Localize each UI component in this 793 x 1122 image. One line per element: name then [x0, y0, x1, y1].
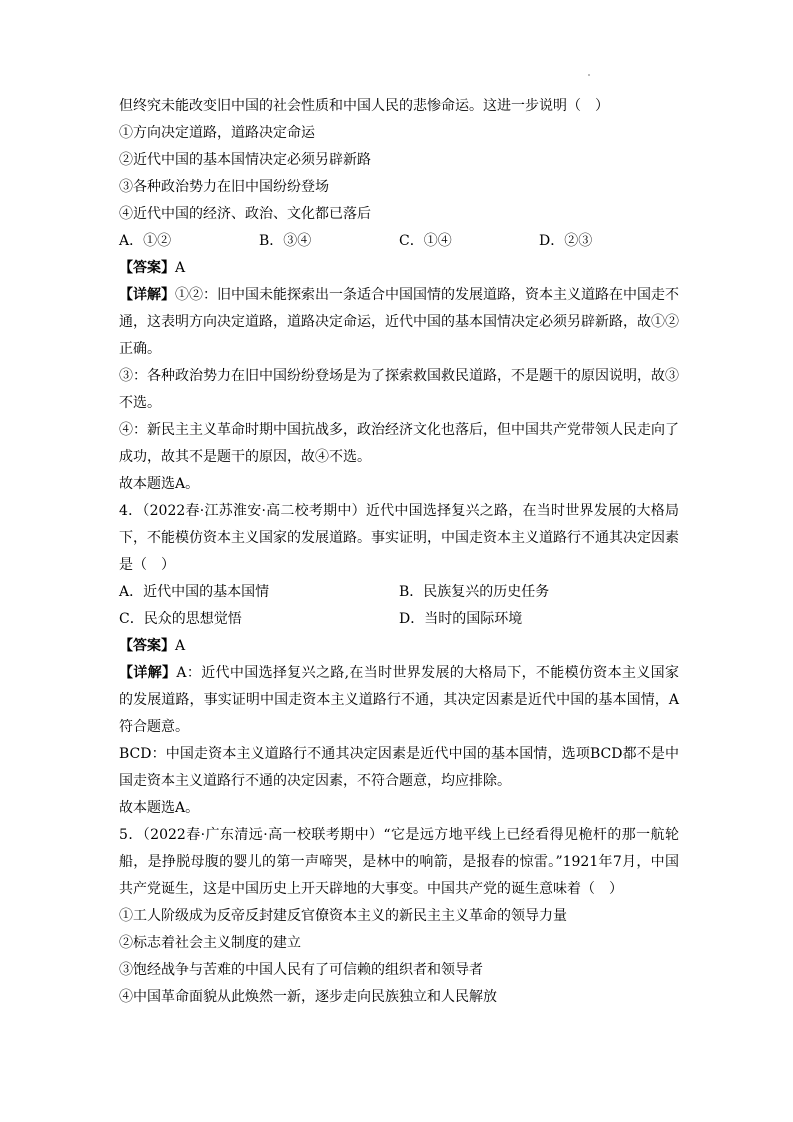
answer-label: 【答案】 — [119, 638, 175, 654]
answer-options — [119, 228, 679, 255]
answer-options — [119, 579, 679, 606]
detail-text: A：近代中国选择复兴之路,在当时世界发展的大格局下，不能模仿资本主义国家的发展道路，事实证明中国走资本主义道路行不通，其决定因素是近代中国的基本国情，A符合题意。 — [119, 665, 680, 735]
answer-line — [119, 633, 679, 660]
statement-item: ④近代中国的经济、政治、文化都已落后 — [119, 206, 371, 222]
explanation-paragraph — [119, 282, 679, 363]
explanation-paragraph: ④：新民主主义革命时期中国抗战多，政治经济文化也落后，但中国共产党带领人民走向了成功，故其不是题干的原因，故④不选。 — [119, 422, 679, 465]
question-4 — [119, 498, 679, 822]
option-a: A．①② — [119, 233, 172, 249]
question-stem: 5．（2022春·广东清远·高一校联考期中）“它是远方地平线上已经看得见桅杆的那一航轮船，是挣脱母腹的婴儿的第一声啼哭，是林中的响箭，是报春的惊雷。”1921年7月，中国共产党诞生，这是中国历史上开天辟地的大事变。中国共产党的诞生意味着（ ） — [119, 827, 679, 897]
option-c: C．①④ — [399, 233, 452, 249]
answer-options — [119, 606, 679, 633]
answer-line — [119, 255, 679, 282]
conclusion-line: 故本题选A。 — [119, 476, 200, 492]
detail-label: 【详解】 — [119, 287, 175, 303]
question-stem: 4．（2022春·江苏淮安·高二校考期中）近代中国选择复兴之路，在当时世界发展的大格局下，不能模仿资本主义国家的发展道路。事实证明，中国走资本主义道路行不通其决定因素是（ ） — [119, 503, 679, 573]
detail-label: 【详解】 — [119, 665, 177, 681]
statement-item: ③各种政治势力在旧中国纷纷登场 — [119, 179, 329, 195]
option-b: B．民族复兴的历史任务 — [399, 584, 550, 600]
question-stem: 但终究未能改变旧中国的社会性质和中国人民的悲惨命运。这进一步说明（ ） — [119, 98, 609, 114]
statement-item: ④中国革命面貌从此焕然一新，逐步走向民族独立和人民解放 — [119, 989, 497, 1005]
question-5 — [119, 822, 679, 1011]
statement-item: ①方向决定道路，道路决定命运 — [119, 125, 315, 141]
conclusion-line: 故本题选A。 — [119, 800, 200, 816]
statement-item: ①工人阶级成为反帝反封建反官僚资本主义的新民主主义革命的领导力量 — [119, 908, 567, 924]
answer-value: A — [175, 638, 186, 654]
answer-value: A — [175, 260, 186, 276]
explanation-paragraph — [119, 660, 679, 741]
option-c: C．民众的思想觉悟 — [119, 611, 242, 627]
option-d: D．当时的国际环境 — [399, 611, 523, 627]
option-d: D．②③ — [539, 233, 593, 249]
explanation-paragraph: BCD：中国走资本主义道路行不通其决定因素是近代中国的基本国情，选项BCD都不是中国走资本主义道路行不通的决定因素，不符合题意，均应排除。 — [119, 746, 679, 789]
statement-item: ③饱经战争与苦难的中国人民有了可信赖的组织者和领导者 — [119, 962, 483, 978]
document-page — [119, 93, 679, 1011]
answer-label: 【答案】 — [119, 260, 175, 276]
scan-speck — [588, 74, 590, 76]
question-3 — [119, 93, 679, 498]
option-a: A．近代中国的基本国情 — [119, 584, 270, 600]
option-b: B．③④ — [259, 233, 312, 249]
statement-item: ②近代中国的基本国情决定必须另辟新路 — [119, 152, 371, 168]
explanation-paragraph: ③：各种政治势力在旧中国纷纷登场是为了探索救国救民道路，不是题干的原因说明，故③不选。 — [119, 368, 679, 411]
statement-item: ②标志着社会主义制度的建立 — [119, 935, 301, 951]
detail-text: ①②：旧中国未能探索出一条适合中国国情的发展道路，资本主义道路在中国走不通，这表明方向决定道路，道路决定命运，近代中国的基本国情决定必须另辟新路，故①②正确。 — [119, 287, 679, 357]
